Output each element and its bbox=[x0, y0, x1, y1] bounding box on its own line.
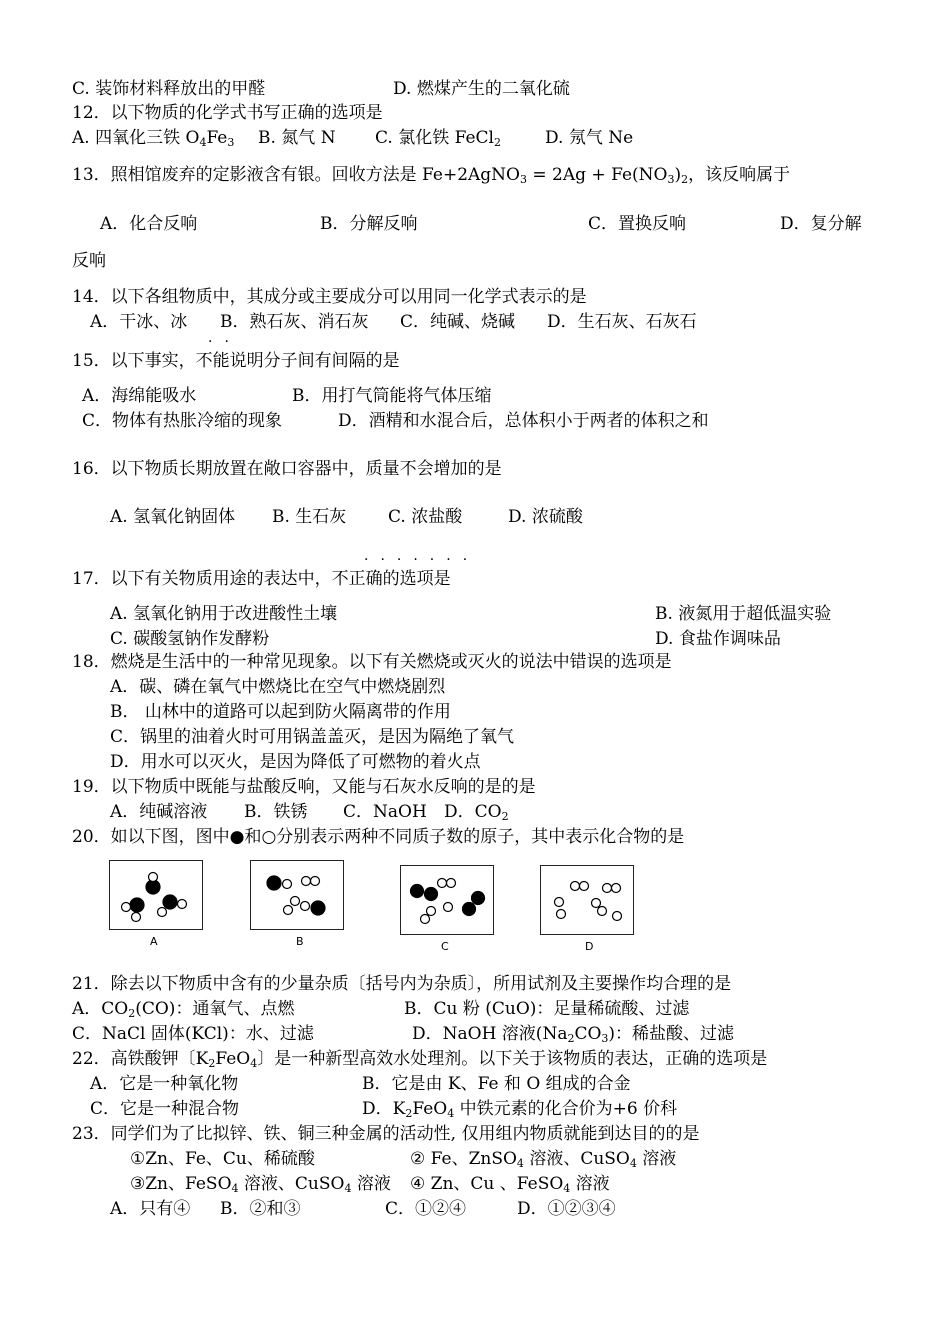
diagram-a bbox=[109, 860, 203, 930]
diagram-b-molecules bbox=[251, 861, 343, 929]
q17-stem: 17．以下有关物质用途的表达中，不正确的选项是 bbox=[72, 569, 451, 589]
q21-option-d: D．NaOH 溶液$(Na_2CO_3)$：稀盐酸、过滤 bbox=[412, 1024, 735, 1045]
diagram-d-label: D bbox=[585, 940, 594, 953]
q14-stem: 14．以下各组物质中，其成分或主要成分可以用同一化学式表示的是 bbox=[72, 287, 587, 307]
q11-option-c: C. 装饰材料释放出的甲醛 bbox=[72, 79, 266, 99]
q13-option-b: B．分解反响 bbox=[320, 214, 418, 234]
q23-option-b: B．②和③ bbox=[220, 1199, 301, 1219]
q14-option-a: A．干冰、冰 bbox=[90, 312, 188, 332]
diagram-b-label: B bbox=[296, 935, 304, 948]
q12-stem: 12．以下物质的化学式书写正确的选项是 bbox=[72, 103, 383, 123]
q15-option-b: B．用打气筒能将气体压缩 bbox=[292, 386, 492, 406]
q13-wrap: 反响 bbox=[72, 251, 106, 271]
q17-option-c: C. 碳酸氢钠作发酵粉 bbox=[110, 629, 270, 649]
q12-option-b: B. 氮气 N bbox=[258, 128, 336, 148]
q18-stem: 18．燃烧是生活中的一种常见现象。以下有关燃烧或灭火的说法中错误的选项是 bbox=[72, 652, 672, 672]
q15-option-c: C．物体有热胀冷缩的现象 bbox=[82, 411, 283, 431]
q14-option-c: C．纯碱、烧碱 bbox=[400, 312, 516, 332]
q22-option-a: A．它是一种氧化物 bbox=[90, 1074, 239, 1094]
diagram-d bbox=[540, 865, 634, 935]
q18-option-d: D．用水可以灭火，是因为降低了可燃物的着火点 bbox=[110, 752, 481, 772]
q22-option-d: D．$K_2FeO_4$ 中铁元素的化合价为+6 价科 bbox=[362, 1099, 678, 1120]
diagram-a-molecules bbox=[110, 861, 202, 929]
q18-option-b: B． 山林中的道路可以起到防火隔离带的作用 bbox=[110, 702, 451, 722]
q22-stem: 22．高铁酸钾〔$K_2FeO_4$〕是一种新型高效水处理剂。以下关于该物质的表达，正确的选项是 bbox=[72, 1049, 768, 1070]
q23-option-c: C．①②④ bbox=[385, 1199, 467, 1219]
q17-option-a: A. 氢氧化钠用于改进酸性土壤 bbox=[110, 604, 338, 624]
q23-option-d: D．①②③④ bbox=[517, 1199, 616, 1219]
q12-option-c: C. 氯化铁 FeCl$_2$ bbox=[375, 128, 501, 149]
diagram-c bbox=[400, 865, 494, 935]
q18-option-a: A．碳、磷在氧气中燃烧比在空气中燃烧剧烈 bbox=[110, 677, 446, 697]
q21-stem: 21．除去以下物质中含有的少量杂质〔括号内为杂质〕，所用试剂及主要操作均合理的是 bbox=[72, 974, 732, 994]
q22-option-c: C．它是一种混合物 bbox=[90, 1099, 240, 1119]
diagram-d-molecules bbox=[541, 866, 633, 934]
q21-option-c: C．NaCl 固体(KCl)：水、过滤 bbox=[72, 1024, 314, 1044]
q21-option-b: B．Cu 粉 (CuO)：足量稀硫酸、过滤 bbox=[404, 999, 690, 1019]
q17-option-b: B. 液氮用于超低温实验 bbox=[655, 604, 832, 624]
q23-option-a: A．只有④ bbox=[110, 1199, 191, 1219]
q23-item-4: ④ Zn、Cu 、FeSO$_4$ 溶液 bbox=[410, 1174, 610, 1195]
q17-option-d: D. 食盐作调味品 bbox=[655, 629, 781, 649]
q19-option-c: C．NaOH bbox=[343, 802, 427, 822]
diagram-c-molecules bbox=[401, 866, 493, 934]
q18-option-c: C．锅里的油着火时可用锅盖盖灭，是因为隔绝了氧气 bbox=[110, 727, 515, 747]
q19-option-d: D．$CO_2$ bbox=[444, 802, 509, 823]
q13-stem: 13．照相馆废弃的定影液含有银。回收方法是 Fe+2AgNO$_3$ = $2Ag + Fe(NO_3)_2$，该反响属于 bbox=[72, 165, 791, 186]
q16-option-d: D. 浓硫酸 bbox=[508, 507, 583, 527]
q15-option-d: D．酒精和水混合后，总体积小于两者的体积之和 bbox=[338, 411, 709, 431]
emphasis-dots: ······· bbox=[364, 552, 480, 568]
q19-option-b: B．铁锈 bbox=[244, 802, 308, 822]
q16-option-a: A. 氢氧化钠固体 bbox=[110, 507, 236, 527]
q23-item-3: ③Zn、FeSO$_4$ 溶液、CuSO$_4$ 溶液 bbox=[130, 1174, 391, 1195]
q14-option-d: D．生石灰、石灰石 bbox=[547, 312, 697, 332]
q23-stem: 23．同学们为了比拟锌、铁、铜三种金属的活动性, 仅用组内物质就能到达目的的是 bbox=[72, 1124, 700, 1144]
q15-option-a: A．海绵能吸水 bbox=[82, 386, 197, 406]
q13-option-c: C．置换反响 bbox=[588, 214, 687, 234]
q12-option-a: A. 四氧化三铁 $O_4Fe_3$ bbox=[72, 128, 235, 149]
diagram-a-label: A bbox=[150, 935, 158, 948]
q16-option-b: B. 生石灰 bbox=[272, 507, 347, 527]
q16-stem: 16．以下物质长期放置在敞口容器中，质量不会增加的是 bbox=[72, 459, 502, 479]
q16-option-c: C. 浓盐酸 bbox=[388, 507, 463, 527]
diagram-b bbox=[250, 860, 344, 930]
q12-option-d: D. 氖气 Ne bbox=[545, 128, 634, 148]
q23-item-2: ② Fe、ZnSO$_4$ 溶液、CuSO$_4$ 溶液 bbox=[410, 1149, 677, 1170]
q11-option-d: D. 燃煤产生的二氧化硫 bbox=[393, 79, 570, 99]
diagram-c-label: C bbox=[441, 940, 449, 953]
q22-option-b: B．它是由 K、Fe 和 O 组成的合金 bbox=[362, 1074, 631, 1094]
q14-option-b: B．熟石灰、消石灰 bbox=[220, 312, 369, 332]
q13-option-a: A．化合反响 bbox=[100, 214, 198, 234]
q13-option-d: D．复分解 bbox=[780, 214, 862, 234]
q23-item-1: ①Zn、Fe、Cu、稀硫酸 bbox=[130, 1149, 315, 1169]
emphasis-dots: ·· bbox=[208, 334, 241, 350]
q19-stem: 19．以下物质中既能与盐酸反响，又能与石灰水反响的是的是 bbox=[72, 777, 536, 797]
q21-option-a: A．$CO_2(CO)$：通氧气、点燃 bbox=[72, 999, 295, 1020]
q20-stem: 20．如以下图，图中●和○分别表示两种不同质子数的原子，其中表示化合物的是 bbox=[72, 827, 685, 847]
q15-stem: 15．以下事实，不能说明分子间有间隔的是 bbox=[72, 351, 400, 371]
q19-option-a: A．纯碱溶液 bbox=[110, 802, 208, 822]
